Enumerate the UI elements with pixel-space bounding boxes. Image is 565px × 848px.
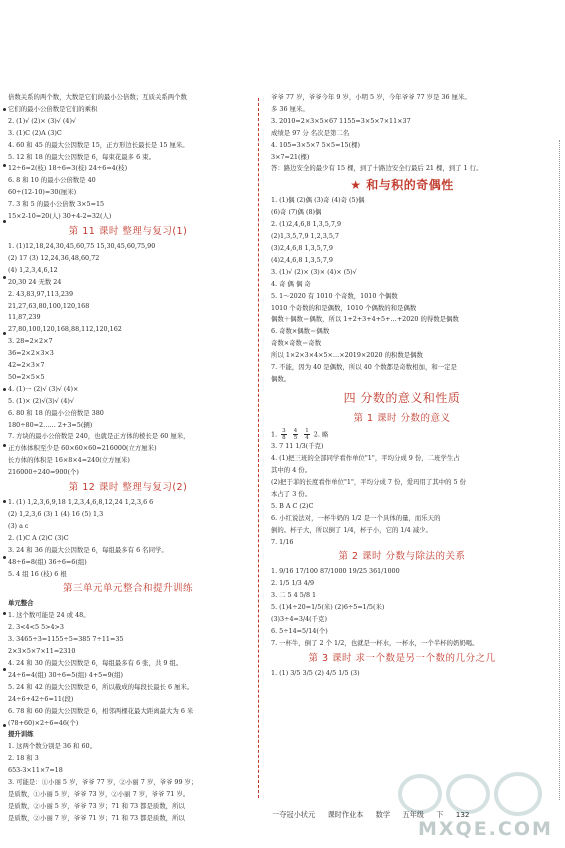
answer-line: 12÷6=2(枝) 18÷6=3(枝) 24÷6=4(枝)	[8, 164, 128, 173]
answer-line: 爷爷 77 岁，爷爷今年 9 岁，小明 5 岁，今年爷爷 77 岁是 36 厘米。	[271, 93, 471, 101]
answer-line: 5. 24 和 42 的最大公因数是 6，所以截成的每段长最长 6 厘米。	[8, 682, 194, 691]
answer-line: 它们的最小公倍数是它们的乘积	[8, 104, 98, 113]
answer-line: 正方体体积至少是 60×60×60=216000(立方厘米)	[8, 444, 157, 453]
answer-line: 4. 24 和 30 的最大公因数是 6，每组最多有 6 张，共 9 组。	[8, 658, 183, 667]
answer-line: 6. 78 和 60 的最大公因数是 6，相邻两棵花最大距离最大为 6 米	[8, 706, 194, 715]
binding-dot	[3, 276, 6, 279]
answer-line: (3)3÷4=3/4(千克)	[271, 615, 327, 624]
binding-dot	[3, 556, 6, 559]
answer-line: 3. 28=2×2×7	[8, 337, 53, 346]
answer-line: 4. (1)一 (2)√ (3)√ (4)×	[8, 384, 79, 393]
section-heading: 第 1 课时 分数的意义	[353, 412, 451, 424]
right-edge-marks	[559, 140, 564, 800]
answer-line: 3×7=21(棵)	[271, 152, 310, 161]
answer-line: 长方体的体积是 16×8×4=240(立方厘米)	[8, 456, 130, 465]
fraction	[281, 428, 287, 441]
answer-line: 1. (1)偶 (2)偶 (3)奇 (4)奇 (5)偶	[271, 196, 365, 205]
section-heading: 第 3 课时 求一个数是另一个数的几分之几	[308, 652, 496, 664]
answer-line: 653-3×11×7=18	[8, 766, 63, 775]
footer-page-number: 132	[455, 810, 470, 819]
answer-line: (4)2,4,6,8 1,3,5,7,9	[271, 255, 333, 264]
left-column	[8, 92, 248, 825]
numerator: 1	[305, 427, 309, 434]
answer-line: 2. 3<4<5 5>4>3	[8, 623, 64, 632]
answer-line	[271, 428, 533, 441]
subsection-heading: 提升训练	[8, 730, 34, 739]
denominator: 8	[282, 434, 286, 441]
answer-line: 1. (1)12,18,24,30,45,60,75 15,30,45,60,75,90	[8, 241, 156, 250]
answer-line: 3. 2010=2×3×5×67 1155=3×5×7×11×37	[271, 116, 411, 125]
answer-line: 2×3×5×7×11=2310	[8, 647, 76, 656]
section-heading: 第 12 课时 整理与复习(2)	[68, 482, 188, 494]
numerator: 3	[282, 427, 286, 434]
answer-line: 6. 小红说法对，一杯牛奶的 1/2 是一个具体的量，而乐天的	[271, 513, 441, 522]
binding-dot	[3, 612, 6, 615]
answer-line: (6)奇 (7)偶 (8)偶	[271, 208, 322, 217]
subsection-heading: 单元整合	[8, 599, 34, 608]
answer-line: 36=2×2×3×3	[8, 349, 54, 358]
binding-dot	[3, 444, 6, 447]
binding-dot	[3, 724, 6, 727]
answer-line: 11,87,239	[8, 313, 41, 322]
answer-line: (2) 1,2,3,6 (3) 1 (4) 16 (5) 1,3	[8, 510, 104, 518]
answer-line: 偶数。	[271, 374, 291, 383]
footer-volume: 下	[436, 810, 444, 819]
right-column	[271, 92, 533, 680]
answer-line: 答：路边安全的最少有 15 棵，到了十路边安全行最后 21 棵，到了 1 行。	[271, 164, 483, 173]
answer-line: 15×2-10=20(人) 30+4-2=32(人)	[8, 212, 112, 221]
answer-line: 3. 二 5 4 5/8 1	[271, 591, 317, 600]
answer-line: 4. 60 和 45 的最大公因数是 15，正方形边长最长是 15 厘米。	[8, 140, 189, 149]
answer-number: 1.	[271, 430, 280, 439]
binding-dot	[3, 332, 6, 335]
answer-line: 180÷80=2…… 2+3=5(辆)	[8, 420, 93, 429]
answer-line: 成绩是 97 分 名次是第二名	[271, 128, 350, 137]
answer-line: (3) a c	[8, 521, 29, 530]
answer-line: 24÷6=4(组) 30÷6=5(组) 4+5=9(组)	[8, 670, 124, 679]
answer-line: 7. 3 和 5 的最小公倍数 3×5=15	[8, 200, 105, 209]
answer-line: (3)2,4,6,8 1,3,5,7,9	[271, 243, 333, 252]
answer-line: 6. 5÷14=5/14(个)	[271, 626, 328, 635]
section-heading: 第 2 课时 分数与除法的关系	[338, 551, 466, 563]
answer-line: 60÷(12-10)=30(厘米)	[8, 188, 77, 197]
answer-line: 5. 4 组 16 (枝) 6 根	[8, 569, 67, 578]
answer-line: 5. 1～2020 有 1010 个奇数，1010 个偶数	[271, 291, 398, 300]
answer-line: 6. 80 和 18 的最小公倍数是 380	[8, 408, 104, 417]
fraction	[304, 428, 310, 441]
section-heading: 四 分数的意义和性质	[343, 390, 461, 405]
answer-line: 多 36 厘米。	[271, 104, 309, 113]
answer-line: (4) 1,2,3,4,6,12	[8, 265, 58, 274]
answer-text: 2. 略	[313, 430, 329, 439]
answer-line: 20,30 24 无数 24	[8, 277, 62, 286]
answer-line: 3. 3465÷3=1155÷5=385 7÷11=35	[8, 635, 124, 644]
answer-line: (2)把于菲的长度看作单位"1"，平均分成 7 份，爱玛用了其中的 5 份	[271, 477, 467, 486]
answer-line: 42=2×3×7	[8, 361, 45, 370]
numerator: 4	[293, 427, 298, 434]
answer-line: 7. 1/16	[271, 537, 294, 546]
answer-line: 7. 方块的最小公倍数是 240，也就是正方体的棱长是 60 厘米，	[8, 432, 190, 441]
answer-line: 7. 不能，因为 40 是偶数，所以 40 个数都是奇数相加，和一定是	[271, 363, 457, 372]
answer-line: 是质数，②小丽 5 岁，爷爷 73 岁；71 和 73 都是质数，所以	[8, 801, 185, 810]
answer-line: 21,27,63,80,100,120,168	[8, 301, 90, 310]
answer-line: 1. (1) 1,2,3,6,9,18 1,2,3,4,6,8,12,24 1,2,3,6 6	[8, 498, 154, 507]
footer-brand: 一夺冠小状元	[272, 810, 316, 819]
answer-line: 倒的。杯子大，所以倒了 1/4，杯子小，它的 1/4 减少。	[271, 525, 432, 534]
answer-line: 2. (1)2,4,6,8 1,3,5,7,9	[271, 220, 342, 229]
answer-line: 6. 8 和 10 的最小公倍数是 40	[8, 176, 96, 185]
page-footer	[272, 810, 479, 820]
binding-dot	[3, 500, 6, 503]
answer-line: 216000÷240=900(个)	[8, 468, 79, 477]
answer-line: 2. (1)√ (2)× (3)√ (4)√	[8, 116, 77, 125]
binding-dot	[3, 668, 6, 671]
binding-dot	[3, 388, 6, 391]
answer-line: (78+60)×2÷6=46(个)	[8, 718, 79, 727]
answer-line: 3. (1)C (2)A (3)C	[8, 128, 62, 137]
footer-book: 课时作业本	[327, 810, 364, 819]
answer-line: 50=2×5×5	[8, 372, 45, 381]
answer-line: 偶数＋偶数＝偶数，所以 1+2+3+4+5+…+2020 的得数是偶数	[271, 315, 459, 324]
answer-line: 7. 一杯牛，倒了 2 个 1/2，也就是一杯水，一杯水，一个半杯的奶奶喝。	[271, 638, 479, 647]
answer-line: 所以 1×2×3×4×5×…×2019×2020 的积数是偶数	[271, 351, 423, 360]
answer-line: 6. 奇数×偶数＝偶数	[271, 327, 330, 336]
answer-line: 5. (1)4÷20=1/5(米) (2)6÷5=1/5(米)	[271, 603, 385, 612]
answer-line: 1. 这两个数分别是 36 和 60。	[8, 742, 97, 751]
answer-line: 3. 7 11 1/3(千克)	[271, 442, 324, 451]
answer-line: 其中的 4 份。	[271, 466, 312, 475]
answer-line: 2. 18 和 3	[8, 754, 39, 763]
answer-line: 倍数关系的两个数，大数是它们的最小公倍数；互质关系两个数	[8, 93, 187, 101]
answer-line: 24÷6+42÷6=11(段)	[8, 694, 74, 703]
binding-dot	[3, 108, 6, 111]
binding-dot	[3, 220, 6, 223]
section-heading: 第三单元单元整合和提升训练	[62, 583, 193, 595]
answer-line: 3. 可能是：①小丽 5 岁，爷爷 77 岁，②小丽 7 岁，爷爷 99 岁；	[8, 778, 198, 787]
answer-line: 4. (1)把三班的全部同学看作单位"1"，平均分成 9 份，二班学生占	[271, 454, 460, 463]
footer-grade: 五年级	[402, 810, 424, 819]
section-heading: 第 11 课时 整理与复习(1)	[68, 225, 188, 237]
answer-line: 奇数×奇数＝奇数	[271, 339, 322, 348]
answer-line: 是质数，②小丽 7 岁，爷爷 71 岁；71 和 73 都是质数，所以	[8, 813, 185, 822]
answer-line: 1. 9/16 17/100 87/1000 19/25 361/1000	[271, 567, 400, 576]
watermark-text: MXQE.COM	[418, 818, 553, 840]
answer-line: 本占了 3 份。	[271, 489, 312, 498]
section-heading: ★ 和与积的奇偶性	[350, 178, 454, 193]
answer-line: 27,80,100,120,168,88,112,120,162	[8, 325, 122, 334]
answer-line: 2. (1)C A (2)C (3)C	[8, 533, 69, 542]
answer-line: 1. (1) 3/5 3/5 (2) 4/5 1/5 (3)	[271, 668, 360, 677]
denominator: 4	[305, 434, 309, 441]
answer-line: (2) 17 (3) 12,24,36,48,60,72	[8, 253, 100, 262]
answer-line: 2. 1/5 1/3 4/9	[271, 579, 315, 588]
answer-line: (2)1,3,5,7,9 1,2,3,5,7	[271, 232, 339, 241]
answer-line: 5. (1)× (2)√(3)√ (4)√	[8, 396, 74, 405]
column-divider	[258, 98, 259, 798]
answer-line: 2. 43,83,97,113,239	[8, 289, 74, 298]
binding-dot	[3, 164, 6, 167]
answer-line: 48÷6=8(组) 36÷6=6(组)	[8, 557, 87, 566]
answer-line: 4. 奇 偶 偶 奇	[271, 279, 311, 288]
answer-line: 1. 这个数可能是 24 或 48。	[8, 611, 90, 620]
answer-line: 4. 105=3×5×7 5×5=15(棵)	[271, 140, 360, 149]
answer-line: 是质数，①小丽 5 岁，爷爷 73 岁，②小丽 7 岁，爷爷 71 岁。	[8, 789, 190, 798]
answer-line: 3. (1)√ (2)× (3)× (4)× (5)√	[271, 267, 357, 276]
answer-line: 5. 12 和 18 的最大公因数是 6，每束花最多 6 束。	[8, 152, 155, 161]
footer-subject: 数学	[375, 810, 391, 819]
answer-line: 5. B A C (2)C	[271, 501, 314, 510]
answer-line: 3. 24 和 36 的最大公因数是 6，每组最多有 6 名同学。	[8, 545, 168, 554]
denominator: 5	[293, 434, 298, 441]
answer-line: 1010 个奇数的和是偶数，1010 个偶数的和是偶数	[271, 303, 417, 312]
fraction	[293, 428, 299, 441]
